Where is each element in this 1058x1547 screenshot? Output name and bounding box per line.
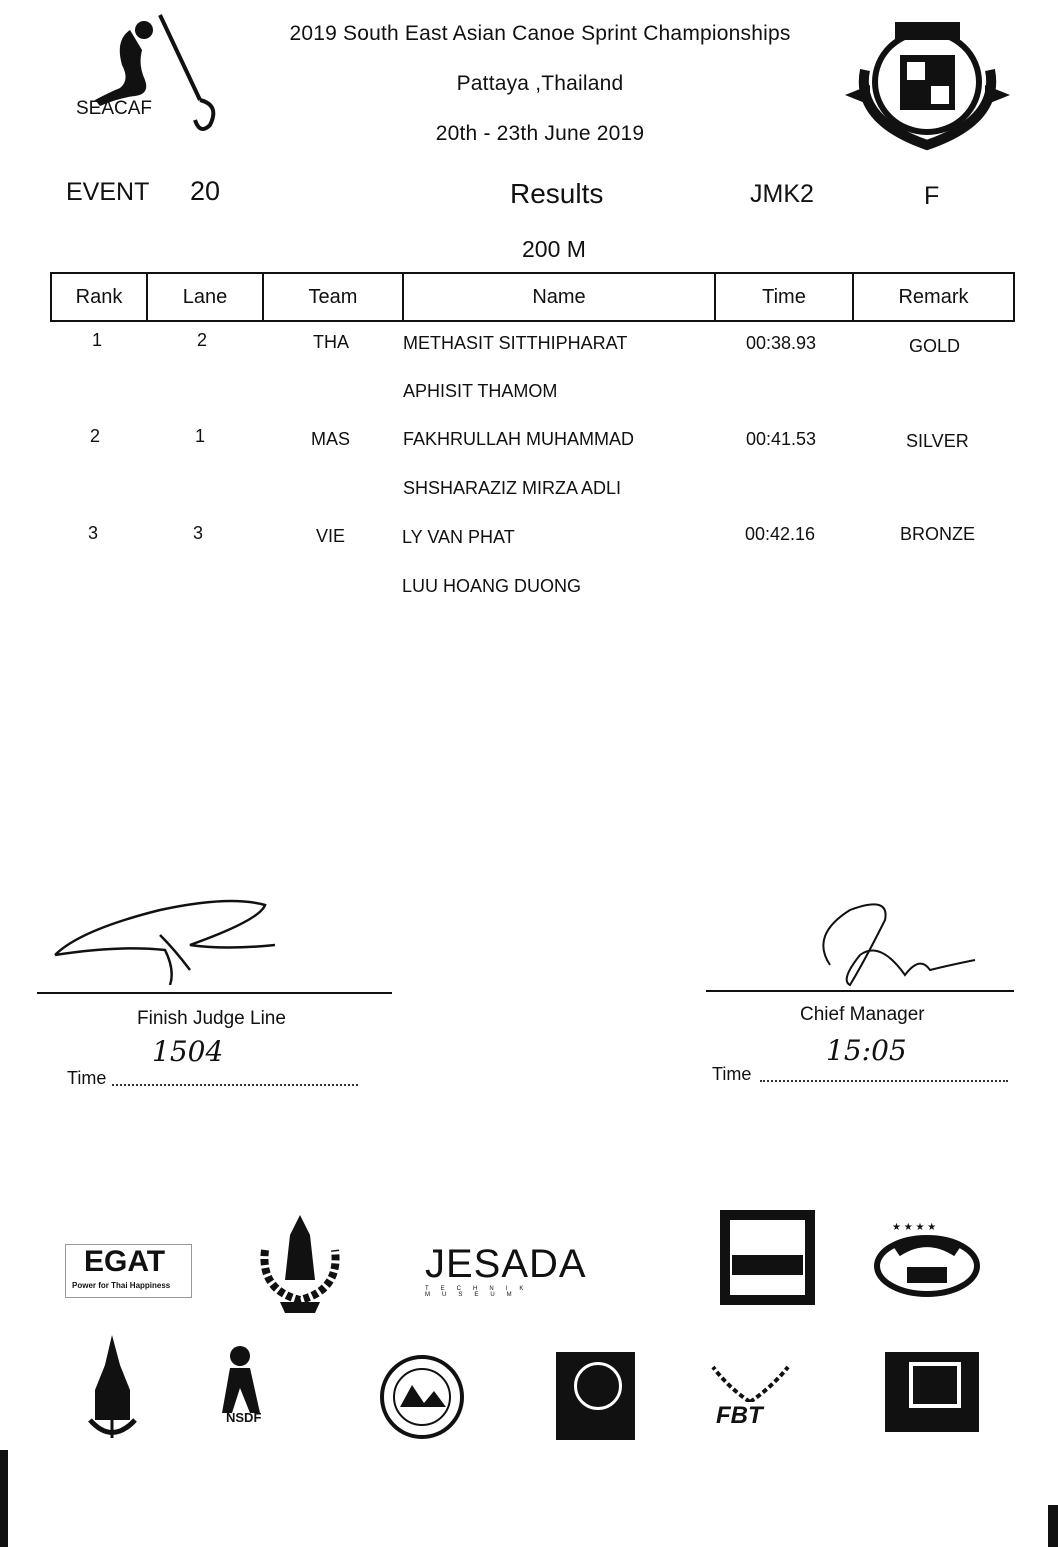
scan-edge-left bbox=[0, 1450, 8, 1547]
jesada-logo bbox=[425, 1242, 595, 1302]
canoe-paddler-icon bbox=[60, 10, 240, 140]
rank-cell: 1 bbox=[92, 330, 103, 350]
event-distance: 200 M bbox=[522, 236, 586, 262]
seacaf-logo-text: SEACAF bbox=[76, 98, 153, 119]
chief-manager-time-field bbox=[760, 1080, 1008, 1082]
lane-cell: 1 bbox=[195, 426, 206, 446]
athlete-name: METHASIT SITTHIPHARAT bbox=[403, 333, 628, 353]
results-table-header bbox=[50, 272, 1015, 322]
athlete-name: LUU HOANG DUONG bbox=[402, 576, 582, 596]
championship-location: Pattaya ,Thailand bbox=[456, 72, 624, 95]
finish-judge-time-value: 1504 bbox=[152, 1035, 224, 1068]
insurance-logo bbox=[720, 1210, 815, 1305]
event-category: JMK2 bbox=[750, 180, 814, 208]
chief-manager-time-label: Time bbox=[712, 1064, 752, 1084]
championship-title: 2019 South East Asian Canoe Sprint Championships bbox=[289, 22, 791, 45]
finish-judge-title: Finish Judge Line bbox=[137, 1008, 286, 1029]
navy-emblem bbox=[85, 1335, 140, 1440]
crest-icon bbox=[845, 10, 1010, 160]
time-cell: 00:41.53 bbox=[746, 429, 817, 449]
championship-dates: 20th - 23th June 2019 bbox=[435, 122, 645, 145]
jesada-subtitle: TECHNIK MUSEUM bbox=[425, 1286, 536, 1298]
finish-judge-signature-line bbox=[37, 992, 392, 994]
fbt-logo bbox=[708, 1362, 793, 1432]
col-time: Time bbox=[715, 273, 853, 321]
kkt-emblem bbox=[255, 1210, 345, 1315]
col-name: Name bbox=[403, 273, 715, 321]
farm-logo bbox=[872, 1222, 982, 1304]
athlete-name: FAKHRULLAH MUHAMMAD bbox=[403, 429, 635, 449]
lane-cell: 3 bbox=[193, 523, 204, 543]
pattaya-seal bbox=[380, 1355, 465, 1440]
event-round: F bbox=[924, 182, 940, 210]
scan-edge-right bbox=[1048, 1505, 1058, 1547]
jesada-name: JESADA bbox=[425, 1242, 587, 1286]
chief-manager-time-value: 15:05 bbox=[826, 1034, 907, 1067]
results-heading: Results bbox=[510, 178, 604, 209]
gsb-logo bbox=[556, 1352, 635, 1440]
seacaf-logo bbox=[60, 10, 240, 140]
egat-logo bbox=[65, 1244, 192, 1298]
col-lane: Lane bbox=[147, 273, 263, 321]
egat-name: EGAT bbox=[84, 1245, 166, 1278]
rank-cell: 3 bbox=[88, 523, 99, 543]
egat-tagline: Power for Thai Happiness bbox=[72, 1281, 171, 1290]
remark-cell: BRONZE bbox=[900, 524, 976, 544]
athlete-name: APHISIT THAMOM bbox=[403, 381, 558, 401]
finish-judge-signature bbox=[40, 890, 300, 985]
chief-manager-signature bbox=[810, 895, 990, 990]
col-team: Team bbox=[263, 273, 403, 321]
event-number: 20 bbox=[190, 176, 221, 206]
remark-cell: SILVER bbox=[906, 431, 969, 451]
association-crest bbox=[845, 10, 1010, 160]
team-cell: MAS bbox=[311, 429, 351, 449]
nsdf-logo bbox=[210, 1338, 290, 1443]
col-rank: Rank bbox=[51, 273, 147, 321]
nsdf-text: NSDF bbox=[226, 1410, 262, 1425]
athlete-name: SHSHARAZIZ MIRZA ADLI bbox=[403, 478, 622, 498]
remark-cell: GOLD bbox=[909, 336, 961, 356]
rank-cell: 2 bbox=[90, 426, 101, 446]
finish-judge-time-label: Time bbox=[67, 1068, 107, 1088]
team-cell: VIE bbox=[316, 526, 346, 546]
chief-manager-title: Chief Manager bbox=[800, 1004, 925, 1025]
chief-manager-signature-line bbox=[706, 990, 1014, 992]
team-cell: THA bbox=[313, 332, 349, 352]
svg-text:★ ★ ★ ★: ★ ★ ★ ★ bbox=[892, 1222, 937, 1233]
event-label: EVENT bbox=[66, 178, 150, 206]
fbt-text: FBT bbox=[716, 1402, 763, 1429]
athlete-name: LY VAN PHAT bbox=[402, 527, 515, 547]
lane-cell: 2 bbox=[197, 330, 208, 350]
col-remark: Remark bbox=[853, 273, 1014, 321]
finish-judge-time-field bbox=[112, 1084, 358, 1086]
bank-logo bbox=[885, 1352, 979, 1432]
time-cell: 00:42.16 bbox=[745, 524, 816, 544]
time-cell: 00:38.93 bbox=[746, 333, 817, 353]
